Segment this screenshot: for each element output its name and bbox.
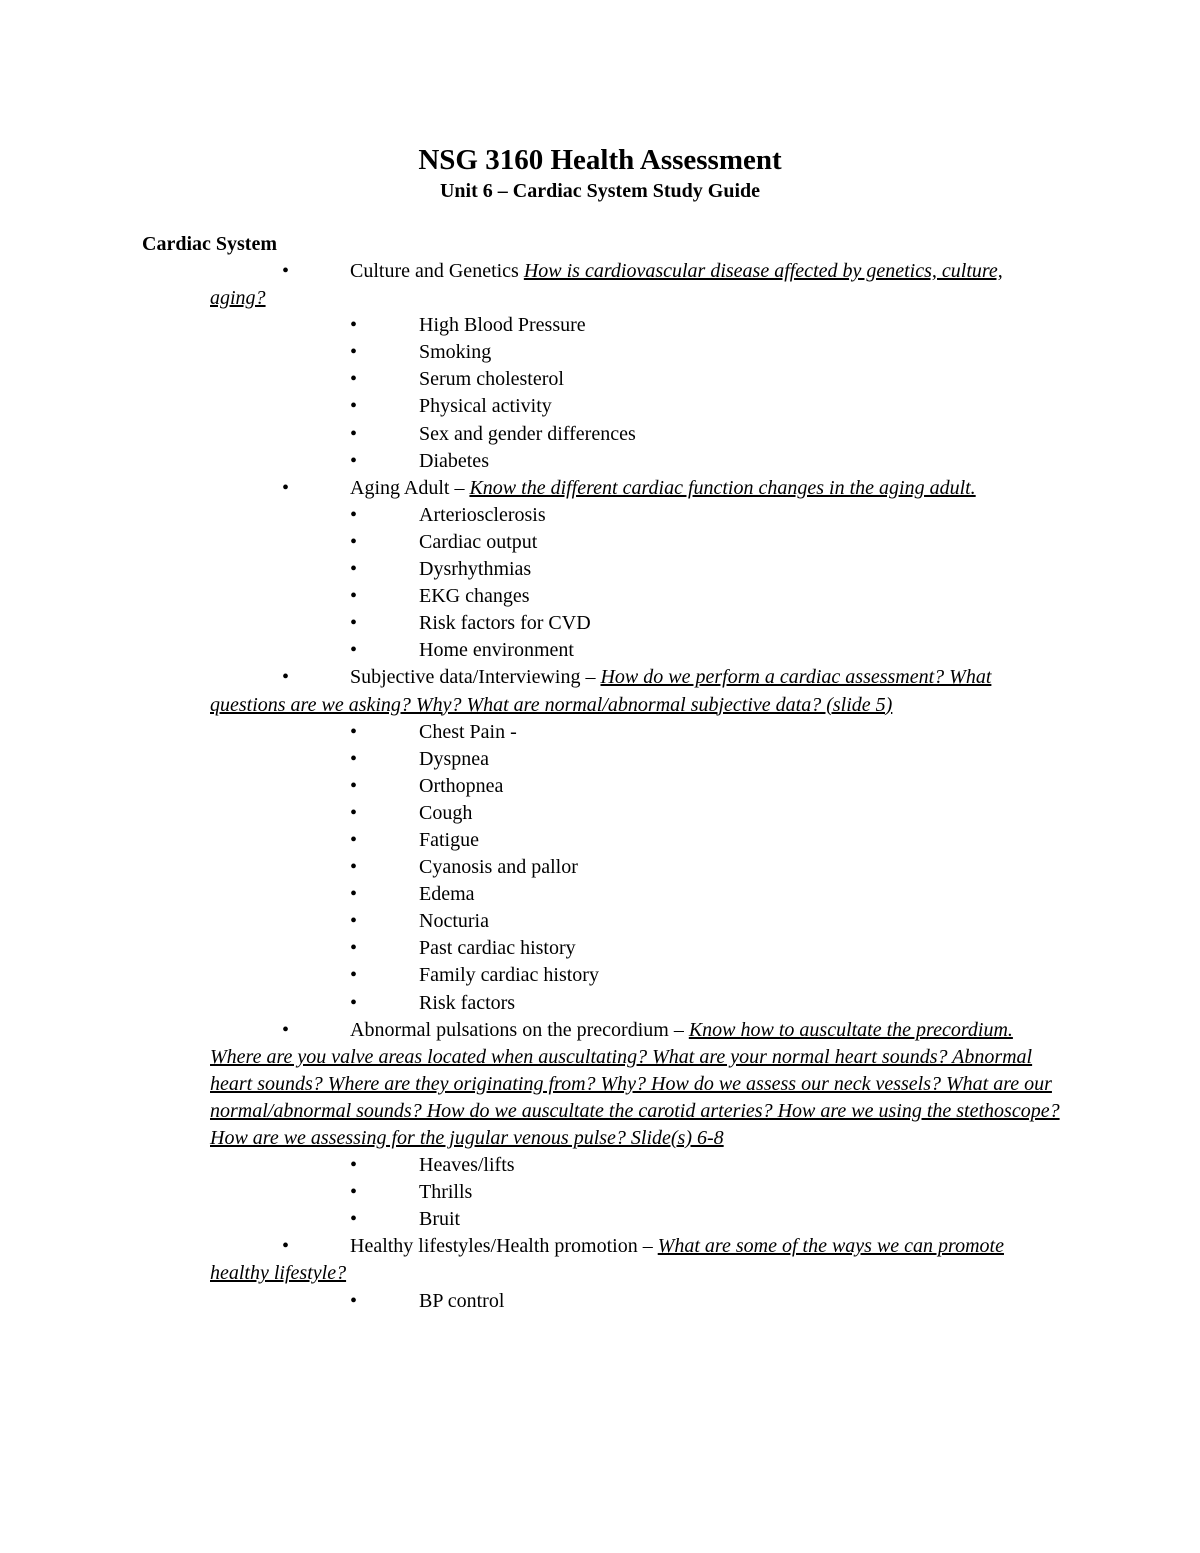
bullet-icon: • (350, 639, 358, 662)
list-item (0, 421, 1200, 448)
bullet-icon: • (350, 422, 358, 445)
list-item-text: Past cardiac history (419, 937, 576, 960)
bullet-icon: • (350, 612, 358, 635)
bullet-icon: • (350, 1154, 358, 1177)
bullet-icon: • (350, 341, 358, 364)
list-item-text: Thrills (419, 1181, 473, 1204)
list-item (0, 1288, 1200, 1315)
topic-question: What are some of the ways we can promote healthy lifestyle? (210, 1235, 1004, 1285)
list-item (0, 529, 1200, 556)
list-item (0, 854, 1200, 881)
list-item-text: Fatigue (419, 828, 479, 851)
bullet-icon: • (350, 1289, 358, 1312)
list-item-text: Bruit (419, 1208, 461, 1231)
list-item-text: EKG changes (419, 585, 530, 608)
topic-label: Aging Adult – (350, 476, 470, 499)
list-item-text: Cough (419, 801, 473, 824)
list-item-text: Edema (419, 883, 475, 906)
bullet-icon: • (350, 558, 358, 581)
list-item-text: Risk factors (419, 991, 516, 1014)
bullet-icon: • (350, 856, 358, 879)
list-item (0, 502, 1200, 529)
list-item-text: Orthopnea (419, 774, 504, 797)
list-item (0, 908, 1200, 935)
bullet-icon: • (282, 666, 290, 689)
bullet-icon: • (350, 910, 358, 933)
bullet-icon: • (282, 1018, 290, 1041)
list-item (0, 583, 1200, 610)
section-heading: Cardiac System (142, 233, 277, 255)
bullet-icon: • (282, 260, 290, 282)
bullet-icon: • (350, 964, 358, 987)
list-item (0, 610, 1200, 637)
list-item (0, 990, 1200, 1017)
list-item (0, 556, 1200, 583)
list-item-text: Family cardiac history (419, 964, 599, 987)
topic-label: Culture and Genetics (350, 260, 524, 282)
list-item (0, 746, 1200, 773)
list-item-text: Diabetes (419, 449, 489, 472)
bullet-icon: • (350, 585, 358, 608)
list-item-text: Risk factors for CVD (419, 612, 591, 635)
list-item-text: Dysrhythmias (419, 558, 532, 581)
bullet-icon: • (350, 1181, 358, 1204)
list-item (0, 637, 1200, 664)
topic-abnormal-pulsations (0, 1017, 1060, 1152)
bullet-icon: • (282, 1235, 290, 1258)
list-item (0, 935, 1200, 962)
bullet-icon: • (350, 828, 358, 851)
list-item (0, 773, 1200, 800)
list-item-text: Sex and gender differences (419, 422, 636, 445)
bullet-icon: • (350, 1208, 358, 1231)
bullet-icon: • (350, 314, 358, 337)
bullet-icon: • (350, 774, 358, 797)
list-item-text: Nocturia (419, 910, 489, 933)
bullet-icon: • (350, 747, 358, 770)
bullet-icon: • (350, 883, 358, 906)
list-item-text: Dyspnea (419, 747, 489, 770)
list-item (0, 339, 1200, 366)
bullet-icon: • (350, 801, 358, 824)
list-item-text: Home environment (419, 639, 574, 662)
topic-subjective-data (0, 664, 1060, 718)
list-item (0, 1152, 1200, 1179)
list-item-text: Chest Pain - (419, 720, 517, 743)
list-item (0, 1206, 1200, 1233)
list-item (0, 881, 1200, 908)
bullet-icon: • (350, 530, 358, 553)
study-guide-content (0, 258, 1200, 1315)
list-item-text: Serum cholesterol (419, 368, 564, 391)
list-item-text: Smoking (419, 341, 492, 364)
list-item-text: Cardiac output (419, 530, 538, 553)
bullet-icon: • (350, 395, 358, 418)
topic-question: How do we perform a cardiac assessment? What questions are we asking? Why? What are normal/abnormal subjective data? (slide 5) (210, 666, 992, 716)
list-item (0, 393, 1200, 420)
list-item-text: BP control (419, 1289, 505, 1312)
list-item (0, 448, 1200, 475)
list-item (0, 827, 1200, 854)
topic-question: Know the different cardiac function changes in the aging adult. (469, 476, 976, 499)
topic-question: How is cardiovascular disease affected by genetics, culture, aging? (210, 260, 1003, 310)
bullet-icon: • (350, 503, 358, 526)
list-item (0, 312, 1200, 339)
bullet-icon: • (350, 937, 358, 960)
list-item-text: Cyanosis and pallor (419, 856, 578, 879)
list-item-text: Physical activity (419, 395, 552, 418)
bullet-icon: • (350, 991, 358, 1014)
bullet-icon: • (350, 720, 358, 743)
list-item (0, 962, 1200, 989)
topic-label: Subjective data/Interviewing – (350, 666, 601, 689)
topic-healthy-lifestyles (0, 1233, 1060, 1287)
bullet-icon: • (282, 476, 290, 499)
topic-culture-genetics (0, 258, 1060, 312)
topic-label: Healthy lifestyles/Health promotion – (350, 1235, 658, 1258)
bullet-icon: • (350, 368, 358, 391)
page-title: NSG 3160 Health Assessment (418, 144, 782, 176)
topic-label: Abnormal pulsations on the precordium – (350, 1018, 689, 1041)
topic-question: Know how to auscultate the precordium. Where are you valve areas located when auscultating? What are your normal heart sounds? Abnormal heart sounds? Where are they originating from? Why? How do we assess our neck vessels? What are our normal/abnormal sounds? How do we auscultate the carotid arteries? How are we using the stethoscope? How are we assessing for the jugular venous pulse? Slide(s) 6-8 (210, 1018, 1060, 1149)
topic-aging-adult (0, 475, 1060, 502)
bullet-icon: • (350, 449, 358, 472)
list-item (0, 1179, 1200, 1206)
list-item-text: High Blood Pressure (419, 314, 586, 337)
list-item-text: Arteriosclerosis (419, 503, 546, 526)
page-subtitle: Unit 6 – Cardiac System Study Guide (439, 180, 761, 202)
list-item-text: Heaves/lifts (419, 1154, 515, 1177)
list-item (0, 800, 1200, 827)
list-item (0, 719, 1200, 746)
list-item (0, 366, 1200, 393)
